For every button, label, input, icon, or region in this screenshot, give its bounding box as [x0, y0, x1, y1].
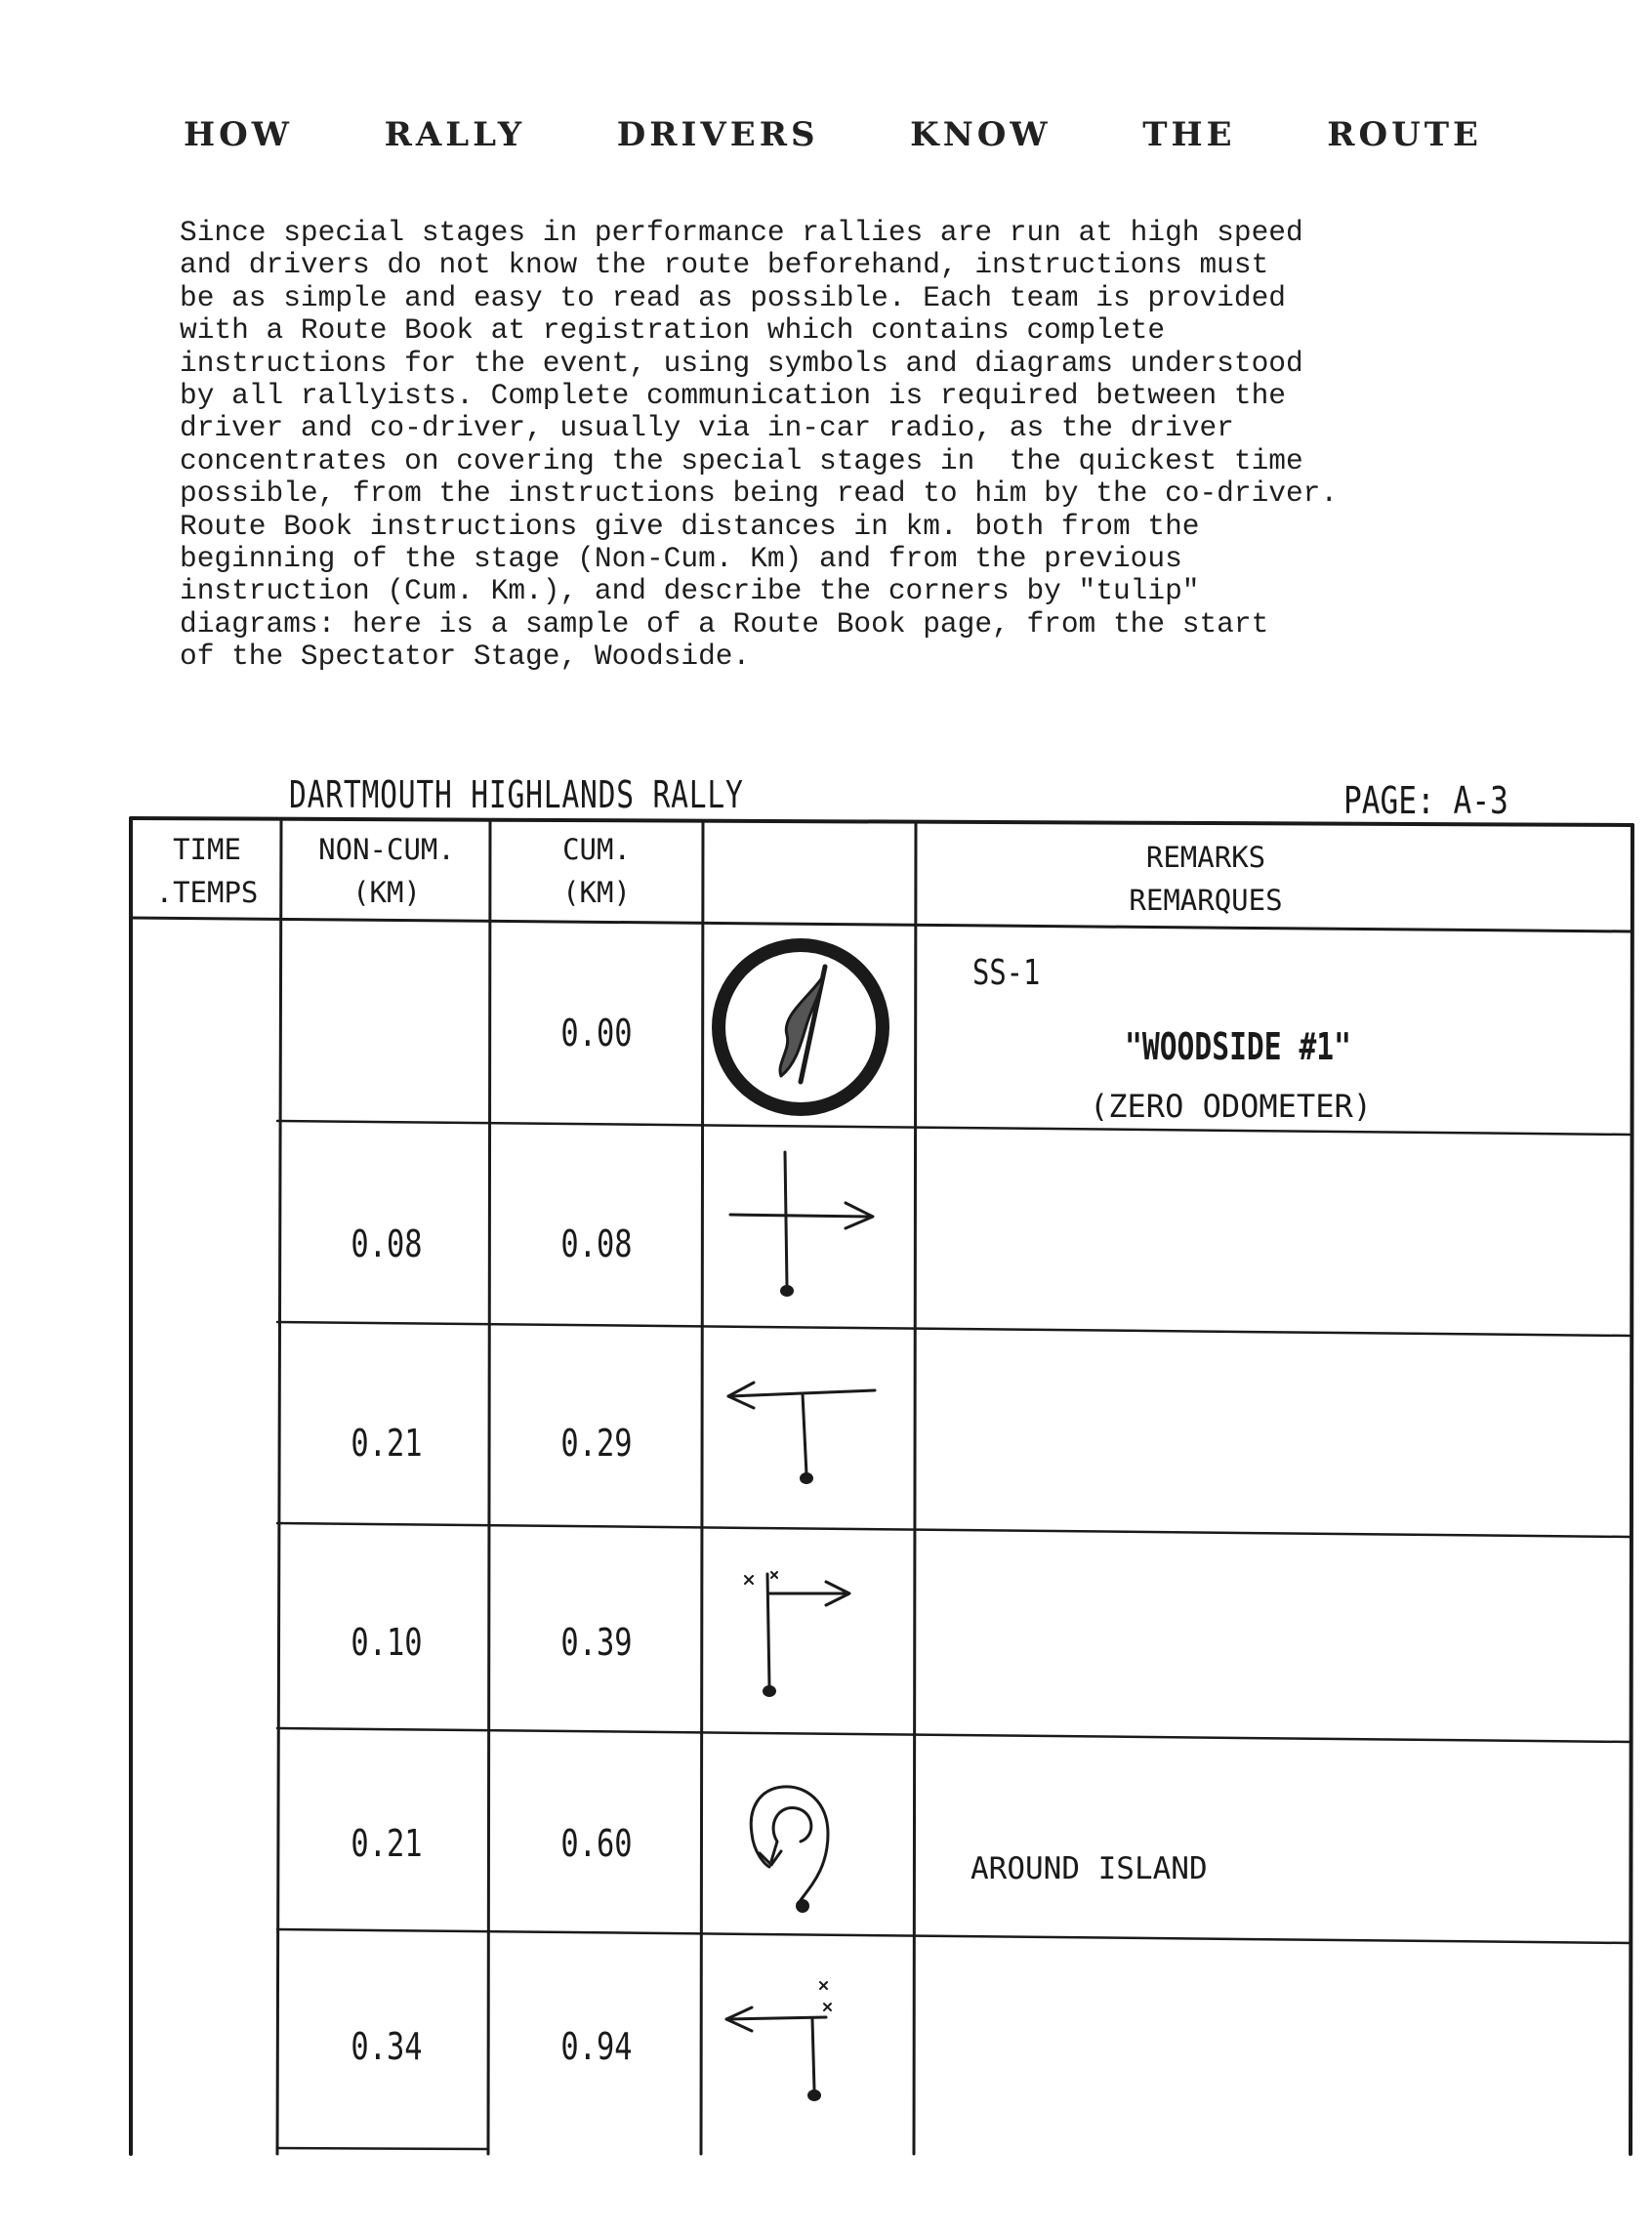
- row-2-cum: 0.08: [560, 1222, 633, 1265]
- row-2-non-cum: 0.08: [351, 1222, 423, 1265]
- row-1-remark-note: (ZERO ODOMETER): [1090, 1088, 1372, 1125]
- route-book-title: DARTMOUTH HIGHLANDS RALLY: [289, 773, 744, 816]
- header-remarks: REMARKS REMARQUES: [1129, 841, 1283, 917]
- heading-word: DRIVERS: [616, 115, 819, 154]
- heading-word: HOW: [184, 115, 293, 154]
- header-non-cum: NON-CUM. (KM): [318, 833, 455, 909]
- row-1-remark-name: "WOODSIDE #1": [1125, 1025, 1351, 1068]
- t-junction-left-icon: [728, 1383, 875, 1483]
- crossroads-straight-right-icon: [730, 1152, 873, 1296]
- intro-line: by all rallyists. Complete communication is required between the: [180, 379, 1286, 413]
- row-3-non-cum: 0.21: [351, 1422, 423, 1465]
- intro-line: Since special stages in performance rallies are run at high speed: [180, 216, 1303, 249]
- row-4-cum: 0.39: [560, 1621, 633, 1664]
- start-flag-circle-icon: [719, 945, 883, 1109]
- row-4-non-cum: 0.10: [351, 1621, 423, 1664]
- heading-word: THE: [1142, 115, 1236, 154]
- header-cum: CUM. (KM): [562, 833, 631, 909]
- intro-line: diagrams: here is a sample of a Route Book page, from the start: [180, 606, 1269, 641]
- t-junction-left-caution-icon: [726, 1982, 831, 2100]
- intro-line: driver and co-driver, usually via in-car radio, as the driver: [180, 411, 1234, 445]
- row-5-non-cum: 0.21: [351, 1822, 423, 1865]
- row-1-cum: 0.00: [560, 1012, 633, 1055]
- heading-word: RALLY: [384, 115, 526, 154]
- header-time: TIME .TEMPS: [155, 833, 259, 909]
- intro-line: concentrates on covering the special stages in the quickest time: [180, 443, 1303, 477]
- intro-line: and drivers do not know the route beforehand, instructions must: [180, 248, 1269, 282]
- heading-word: KNOW: [910, 115, 1052, 154]
- intro-line: Route Book instructions give distances in km. both from the: [180, 509, 1200, 543]
- heading-word: ROUTE: [1327, 115, 1482, 154]
- junction-right-caution-icon: [745, 1572, 849, 1696]
- intro-line: be as simple and easy to read as possible. Each team is provided: [180, 280, 1286, 314]
- intro-line: instruction (Cum. Km.), and describe the corners by "tulip": [180, 574, 1200, 608]
- row-5-remark: AROUND ISLAND: [971, 1851, 1208, 1886]
- row-3-cum: 0.29: [560, 1422, 633, 1465]
- row-6-non-cum: 0.34: [351, 2025, 423, 2068]
- intro-line: with a Route Book at registration which contains complete: [180, 313, 1166, 348]
- route-book-page-label: PAGE: A-3: [1343, 779, 1508, 822]
- intro-line: beginning of the stage (Non-Cum. Km) and from the previous: [180, 542, 1182, 576]
- row-6-cum: 0.94: [560, 2025, 633, 2068]
- intro-line: of the Spectator Stage, Woodside.: [180, 640, 751, 674]
- intro-line: possible, from the instructions being read to him by the co-driver.: [180, 476, 1339, 511]
- row-1-remark-stage: SS-1: [972, 953, 1041, 993]
- intro-line: instructions for the event, using symbols and diagrams understood: [180, 346, 1303, 380]
- around-island-loop-icon: [751, 1787, 828, 1912]
- row-5-cum: 0.60: [560, 1822, 633, 1865]
